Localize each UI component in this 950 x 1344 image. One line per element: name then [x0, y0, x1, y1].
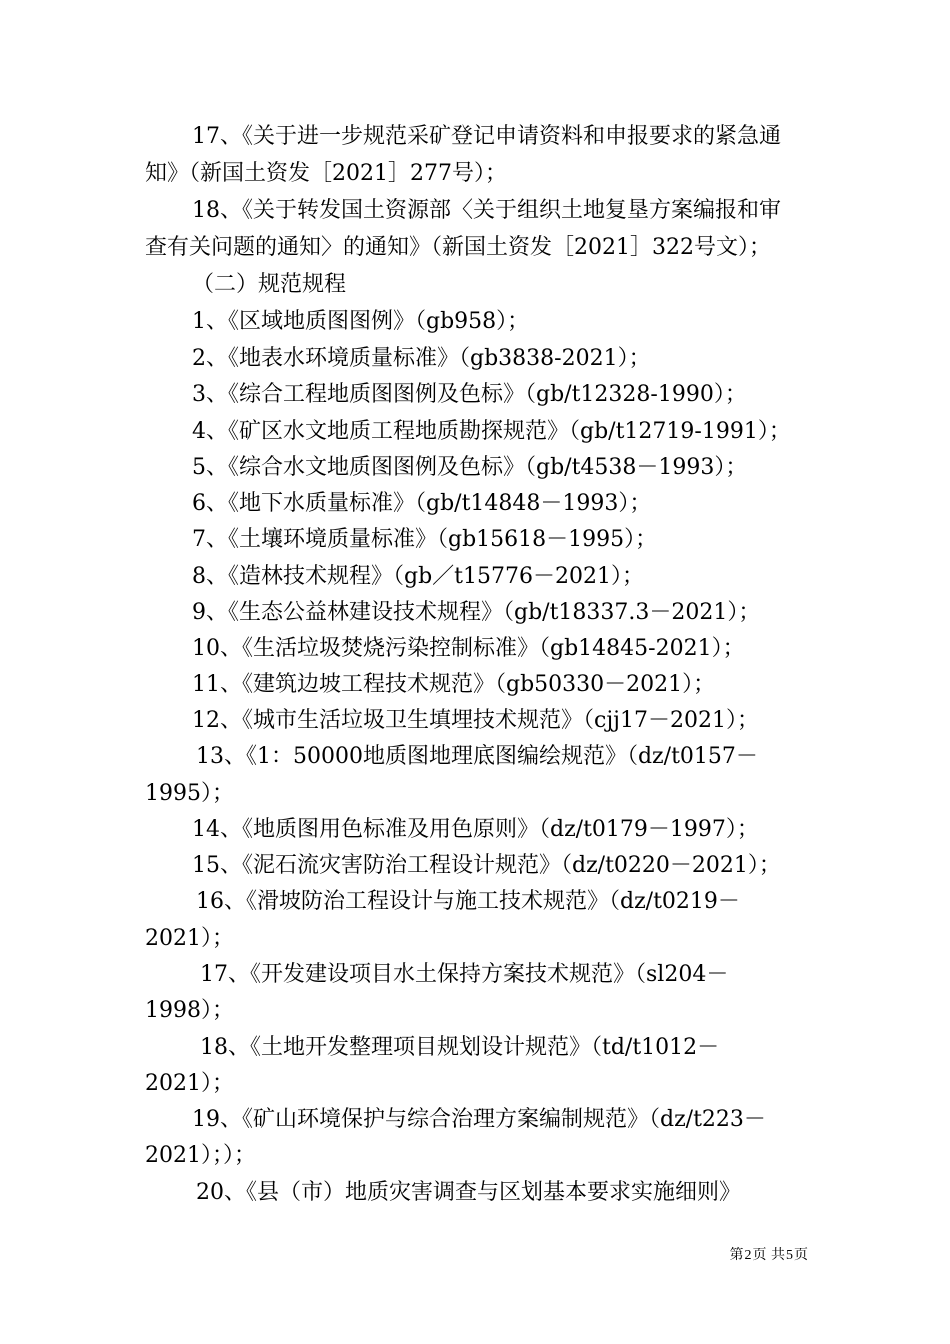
text-line: 19、《矿山环境保护与综合治理方案编制规范》（dz/t223－: [192, 1107, 766, 1132]
text-line: 13、《1：50000地质图地理底图编绘规范》（dz/t0157－: [196, 744, 758, 769]
text-line: 9、《生态公益林建设技术规程》（gb/t18337.3－2021）；: [192, 600, 761, 625]
footer-page-number: 2: [744, 1248, 752, 1263]
text-line: 6、《地下水质量标准》（gb/t14848－1993）；: [192, 491, 652, 516]
text-line: 10、《生活垃圾焚烧污染控制标准》（gb14845-2021）；: [192, 636, 745, 661]
footer-suffix: 页: [794, 1247, 808, 1263]
text-line: 查有关问题的通知〉的通知》（新国土资发［2021］322号文）；: [145, 235, 771, 260]
text-line: 2021）；: [145, 1071, 234, 1096]
footer-prefix: 第: [729, 1247, 744, 1263]
text-line: 17、《关于进一步规范采矿登记申请资料和申报要求的紧急通: [192, 124, 781, 149]
text-line: 20、《县（市）地质灾害调查与区划基本要求实施细则》: [196, 1180, 741, 1205]
text-line: 17、《开发建设项目水土保持方案技术规范》（sl204－: [200, 962, 729, 987]
page-footer: [730, 1246, 808, 1265]
text-line: 4、《矿区水文地质工程地质勘探规范》（gb/t12719-1991）；: [192, 419, 791, 444]
text-line: 知》（新国土资发［2021］277号）；: [145, 161, 507, 186]
text-line: 1998）；: [145, 998, 234, 1023]
text-line: 16、《滑坡防治工程设计与施工技术规范》（dz/t0219－: [196, 889, 740, 914]
text-line: 12、《城市生活垃圾卫生填埋技术规范》（cjj17－2021）；: [192, 708, 759, 733]
text-line: 1995）；: [145, 781, 234, 806]
text-line: 18、《土地开发整理项目规划设计规范》（td/t1012－: [200, 1035, 720, 1060]
text-line: 7、《土壤环境质量标准》（gb15618－1995）；: [192, 527, 658, 552]
text-line: 18、《关于转发国土资源部〈关于组织土地复垦方案编报和审: [192, 198, 781, 223]
text-line: 14、《地质图用色标准及用色原则》（dz/t0179－1997）；: [192, 817, 759, 842]
text-line: 2、《地表水环境质量标准》（gb3838-2021）；: [192, 346, 651, 371]
text-line: 2021）；: [145, 926, 234, 951]
footer-total-pages: 5: [786, 1248, 793, 1263]
text-line: 8、《造林技术规程》（gb／t15776－2021）；: [192, 564, 644, 589]
text-line: 15、《泥石流灾害防治工程设计规范》（dz/t0220－2021）；: [192, 853, 781, 878]
section-heading: （二）规范规程: [192, 272, 347, 297]
text-line: 1、《区域地质图图例》（gb958）；: [192, 309, 530, 334]
text-line: 11、《建筑边坡工程技术规范》（gb50330－2021）；: [192, 672, 716, 697]
text-line: 5、《综合水文地质图图例及色标》（gb/t4538－1993）；: [192, 455, 748, 480]
text-line: 3、《综合工程地质图图例及色标》（gb/t12328-1990）；: [192, 382, 747, 407]
text-line: 2021）；）；: [145, 1143, 256, 1168]
footer-middle: 页 共: [752, 1247, 785, 1263]
